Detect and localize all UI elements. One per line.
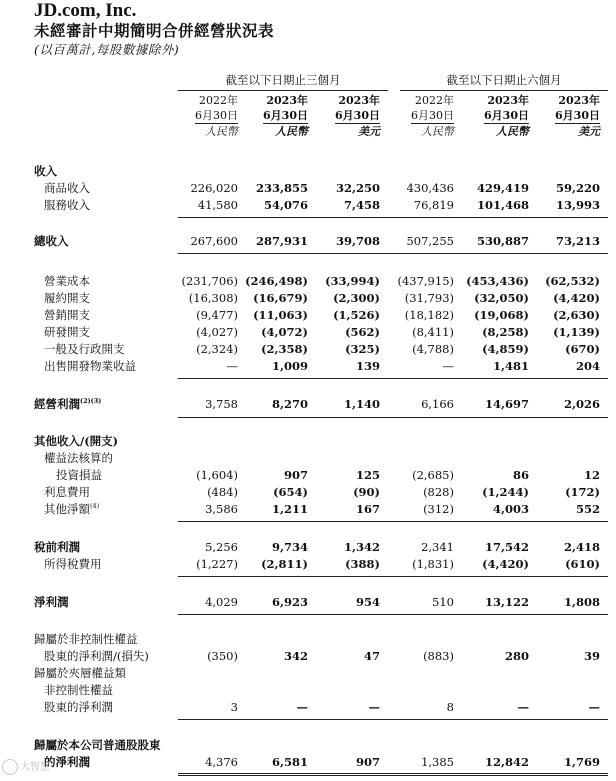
col-header-6: 2023年 6月30日 美元 bbox=[555, 94, 600, 138]
watermark-logo-icon bbox=[2, 759, 18, 775]
watermark: 大智慧 bbox=[2, 758, 50, 775]
table-row: 經營利潤$^{(2)(3)}$ 3,758 8,270 1,140 6,166 14,697 2,026 bbox=[34, 397, 600, 411]
table-row: 其他淨額$^{(4)}$ 3,586 1,211 167 (312) 4,003 552 bbox=[44, 502, 600, 516]
total-rule bbox=[178, 417, 608, 418]
table-row: 營銷開支 (9,477) (11,063) (1,526) (18,182) (19,068) (2,630) bbox=[44, 308, 600, 322]
table-row: 一般及行政開支 (2,324) (2,358) (325) (4,788) (4,859) (670) bbox=[44, 342, 600, 356]
subtotal-rule bbox=[178, 378, 608, 379]
table-row: 利息費用 (484) (654) (90) (828) (1,244) (172) bbox=[44, 485, 600, 499]
table-row: 出售開發物業收益 — 1,009 139 — 1,481 204 bbox=[44, 359, 600, 373]
table-row: 股東的淨利潤/(損失) (350) 342 47 (883) 280 39 bbox=[44, 649, 600, 663]
table-row: 其他收入/(開支) bbox=[34, 434, 119, 448]
table-row: 營業成本 (231,706) (246,498) (33,994) (437,915) (453,436) (62,532) bbox=[44, 274, 600, 288]
subtotal-rule bbox=[178, 719, 608, 720]
table-row: 總收入 267,600 287,931 39,708 507,255 530,887 73,213 bbox=[34, 234, 600, 248]
table-row: 研發開支 (4,027) (4,072) (562) (8,411) (8,258) (1,139) bbox=[44, 325, 600, 339]
group-rule bbox=[178, 90, 388, 91]
table-row: 稅前利潤 5,256 9,734 1,342 2,341 17,542 2,418 bbox=[34, 540, 600, 554]
table-row: 的淨利潤 4,376 6,581 907 1,385 12,842 1,769 bbox=[44, 755, 600, 769]
table-row: 淨利潤 4,029 6,923 954 510 13,122 1,808 bbox=[34, 595, 600, 609]
statement-subtitle: (以百萬計,每股數據除外) bbox=[34, 42, 180, 57]
group-rule bbox=[400, 90, 608, 91]
table-row: 收入 bbox=[34, 164, 57, 178]
company-name: JD.com, Inc. bbox=[34, 0, 137, 21]
table-row: 權益法核算的 bbox=[44, 451, 113, 465]
table-row: 歸屬於非控制性權益 bbox=[34, 632, 138, 646]
table-row: 服務收入 41,580 54,076 7,458 76,819 101,468 13,993 bbox=[44, 198, 600, 212]
col-header-4: 2022年 6月30日 人民幣 bbox=[411, 94, 454, 138]
table-row: 投資損益 (1,604) 907 125 (2,685) 86 12 bbox=[56, 468, 600, 482]
table-row: 非控制性權益 bbox=[44, 683, 113, 697]
table-row: 所得稅費用 (1,227) (2,811) (388) (1,831) (4,420) (610) bbox=[44, 557, 600, 571]
col-header-3: 2023年 6月30日 美元 bbox=[335, 94, 380, 138]
col-header-5: 2023年 6月30日 人民幣 bbox=[484, 94, 529, 138]
subtotal-rule bbox=[178, 576, 608, 577]
table-row: 履約開支 (16,308) (16,679) (2,300) (31,793) (32,050) (4,420) bbox=[44, 291, 600, 305]
total-rule bbox=[178, 253, 608, 254]
subtotal-rule bbox=[178, 521, 608, 522]
total-rule bbox=[178, 614, 608, 615]
group-six-months: 截至以下日期止六個月 bbox=[446, 73, 562, 87]
statement-title: 未經審計中期簡明合併經營狀況表 bbox=[34, 21, 275, 40]
table-row: 商品收入 226,020 233,855 32,250 430,436 429,419 59,220 bbox=[44, 181, 600, 195]
col-header-1: 2022年 6月30日 人民幣 bbox=[195, 94, 238, 138]
grand-total-double-rule bbox=[178, 773, 608, 776]
table-row: 股東的淨利潤 3 — — 8 — — bbox=[44, 700, 600, 714]
group-three-months: 截至以下日期止三個月 bbox=[225, 73, 341, 87]
table-row: 歸屬於夾層權益類 bbox=[34, 666, 126, 680]
subtotal-rule bbox=[178, 217, 608, 218]
col-header-2: 2023年 6月30日 人民幣 bbox=[263, 94, 308, 138]
table-row: 歸屬於本公司普通股股東 bbox=[34, 738, 161, 752]
